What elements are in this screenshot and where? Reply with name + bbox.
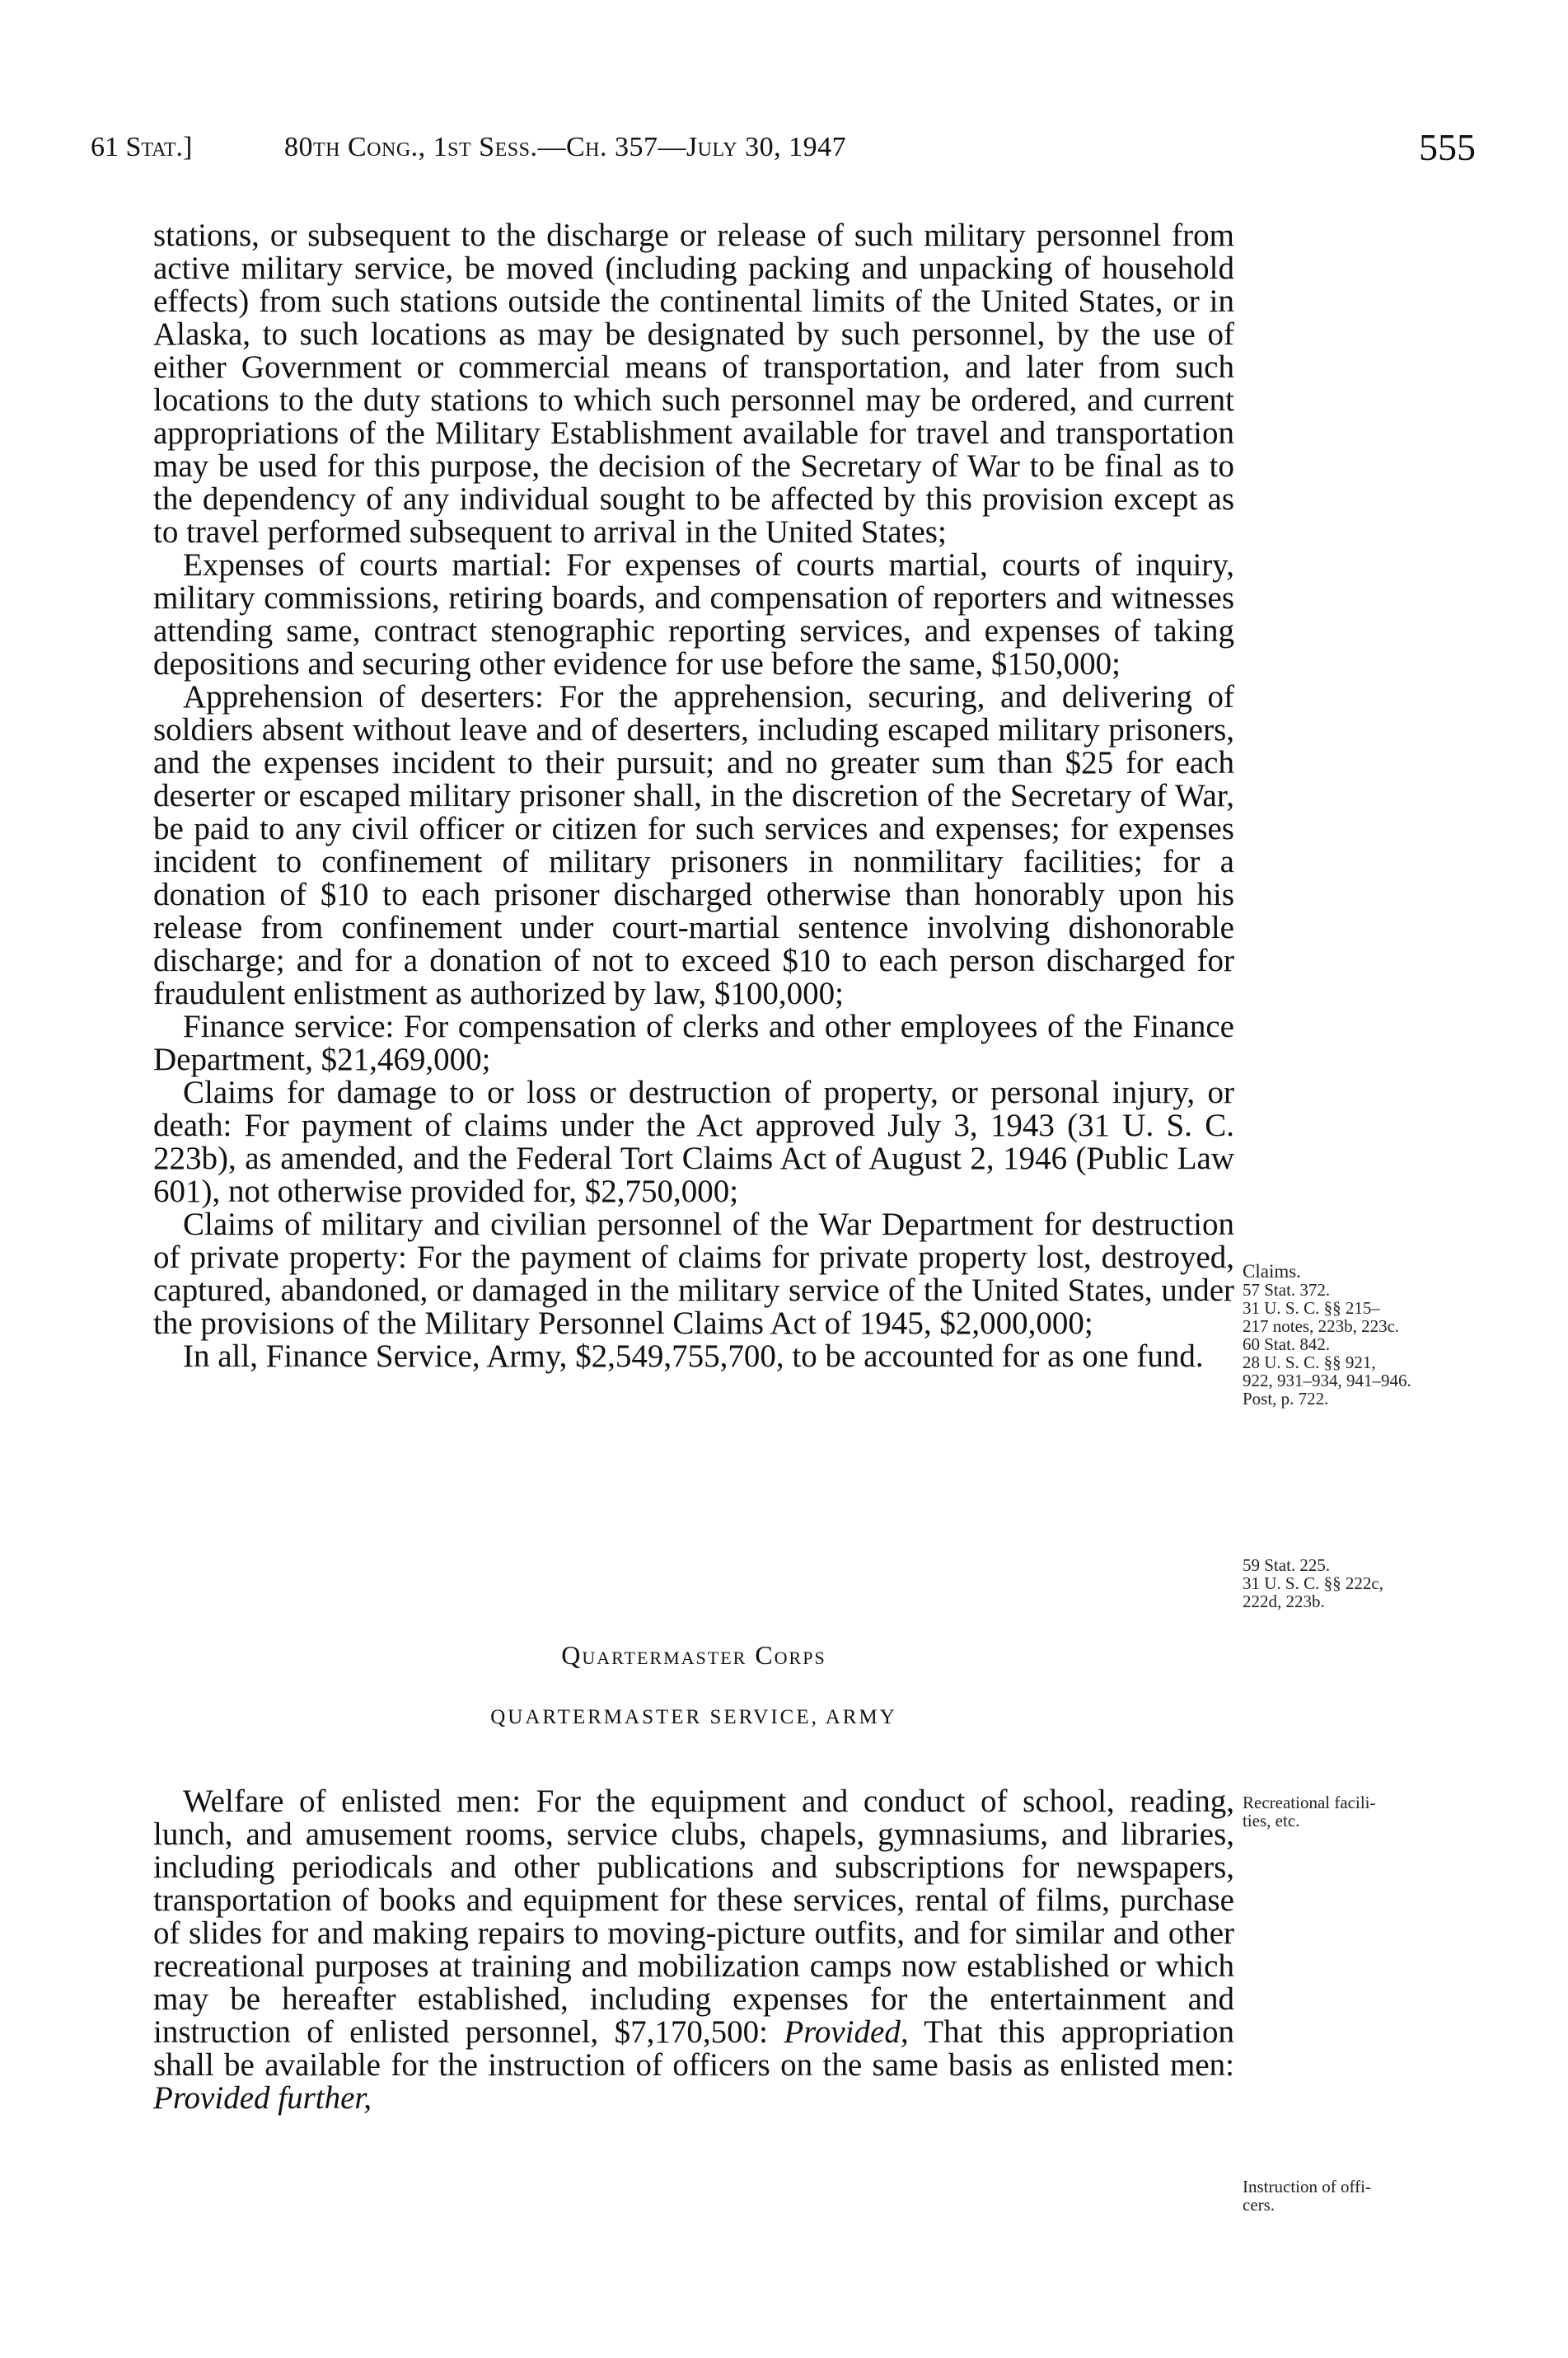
session-citation: 80th Cong., 1st Sess.—Ch. 357—July 30, 1947 bbox=[284, 132, 847, 162]
body-text-welfare bbox=[153, 1785, 1234, 2115]
page-header bbox=[0, 124, 1568, 173]
margin-note-line: 222d, 223b. bbox=[1243, 1592, 1325, 1611]
margin-note-line: Recreational facili- bbox=[1243, 1793, 1376, 1812]
margin-note-recreational bbox=[1243, 1793, 1416, 1830]
section-heading: Quartermaster Corps bbox=[561, 1640, 826, 1670]
margin-note-line: 59 Stat. 225. bbox=[1243, 1555, 1331, 1575]
paragraph-finance-service: Finance service: For compensation of clerks and other employees of the Finance Department, $21,469,000; bbox=[153, 1009, 1234, 1077]
body-text-top bbox=[153, 219, 1234, 1373]
margin-note-claims-title: Claims. bbox=[1243, 1261, 1301, 1282]
provided-italic: Provided, bbox=[784, 2014, 909, 2050]
welfare-text-middle: That this appropriation shall be available for the instruction of officers on the same basis as enlisted men: bbox=[153, 2014, 1234, 2083]
paragraph-in-all: In all, Finance Service, Army, $2,549,755,700, to be accounted for as one fund. bbox=[183, 1338, 1204, 1374]
margin-note-line: cers. bbox=[1243, 2195, 1275, 2215]
margin-note-military-claims bbox=[1243, 1556, 1416, 1610]
volume-citation: 61 Stat.] bbox=[91, 132, 193, 162]
welfare-text-before: Welfare of enlisted men: For the equipment and conduct of school, reading, lunch, and amusement rooms, service clubs, chapels, gymnasiums, and libraries, including periodicals and other publications and subscriptions for newspapers, transportation of books and equipment for these services, rental of films, purchase of slides for and making repairs to moving-picture outfits, and for similar and other recreational purposes at training and mobilization camps now established or which may be hereafter established, including expenses for the entertainment and instruction of enlisted personnel, $7,170,500: bbox=[153, 1784, 1234, 2050]
paragraph-welfare bbox=[153, 1785, 1234, 2115]
margin-note-line: 31 U. S. C. §§ 222c, bbox=[1243, 1573, 1383, 1593]
page-number: 555 bbox=[1419, 126, 1476, 168]
provided-further-italic: Provided further, bbox=[153, 2080, 372, 2116]
margin-note-line: 217 notes, 223b, 223c. bbox=[1243, 1316, 1400, 1336]
margin-note-line: 57 Stat. 372. bbox=[1243, 1280, 1331, 1300]
margin-note-line: 60 Stat. 842. bbox=[1243, 1334, 1331, 1354]
paragraph-claims-damage: Claims for damage to or loss or destruction of property, or personal injury, or death: For payment of claims under the Act approved July 3, 1943 (31 U. S. C. 223b), as amended, and the Federal Tort Claims Act of August 2, 1946 (Public Law 601), not otherwise provided for, $2,750,000; bbox=[153, 1075, 1234, 1209]
margin-note-line: ties, etc. bbox=[1243, 1811, 1300, 1831]
margin-note-line: 28 U. S. C. §§ 921, bbox=[1243, 1352, 1376, 1372]
margin-note-line: Instruction of offi- bbox=[1243, 2177, 1371, 2196]
paragraph-claims-military: Claims of military and civilian personnel of the War Department for destruction of private property: For the payment of claims for private property lost, destroyed, captured, abandoned, or damaged in the military service of the United States, under the provisions of the Military Personnel Claims Act of 1945, $2,000,000; bbox=[153, 1207, 1234, 1341]
margin-note-line: Post, p. 722. bbox=[1243, 1389, 1329, 1409]
margin-note-line: 922, 931–934, 941–946. bbox=[1243, 1371, 1411, 1390]
margin-note-line: 31 U. S. C. §§ 215– bbox=[1243, 1298, 1380, 1318]
paragraph-deserters: Apprehension of deserters: For the apprehension, securing, and delivering of soldiers absent without leave and of deserters, including escaped military prisoners, and the expenses incident to their pursuit; and no greater sum than $25 for each deserter or escaped military prisoner shall, in the discretion of the Secretary of War, be paid to any civil officer or citizen for such services and expenses; for expenses incident to confinement of military prisoners in nonmilitary facilities; for a donation of $10 to each prisoner discharged otherwise than honorably upon his release from confinement under court-martial sentence involving dishonorable discharge; and for a donation of not to exceed $10 to each person discharged for fraudulent enlistment as authorized by law, $100,000; bbox=[153, 679, 1234, 1011]
paragraph-stations: stations, or subsequent to the discharge or release of such military personnel from active military service, be moved (including packing and unpacking of household effects) from such stations outside the continental limits of the United States, or in Alaska, to such locations as may be designated by such personnel, by the use of either Government or commercial means of transportation, and later from such locations to the duty stations to which such personnel may be ordered, and current appropriations of the Military Establishment available for travel and transportation may be used for this purpose, the decision of the Secretary of War to be final as to the dependency of any individual sought to be affected by this provision except as to travel performed subsequent to arrival in the United States; bbox=[153, 218, 1234, 550]
margin-note-claims bbox=[1243, 1263, 1416, 1408]
margin-note-instruction bbox=[1243, 2178, 1416, 2214]
subsection-heading: QUARTERMASTER SERVICE, ARMY bbox=[490, 1706, 897, 1728]
paragraph-courts-martial: Expenses of courts martial: For expenses of courts martial, courts of inquiry, military commissions, retiring boards, and compensation of reporters and witnesses attending same, contract stenographic reporting services, and expenses of taking depositions and securing other evidence for use before the same, $150,000; bbox=[153, 547, 1234, 682]
